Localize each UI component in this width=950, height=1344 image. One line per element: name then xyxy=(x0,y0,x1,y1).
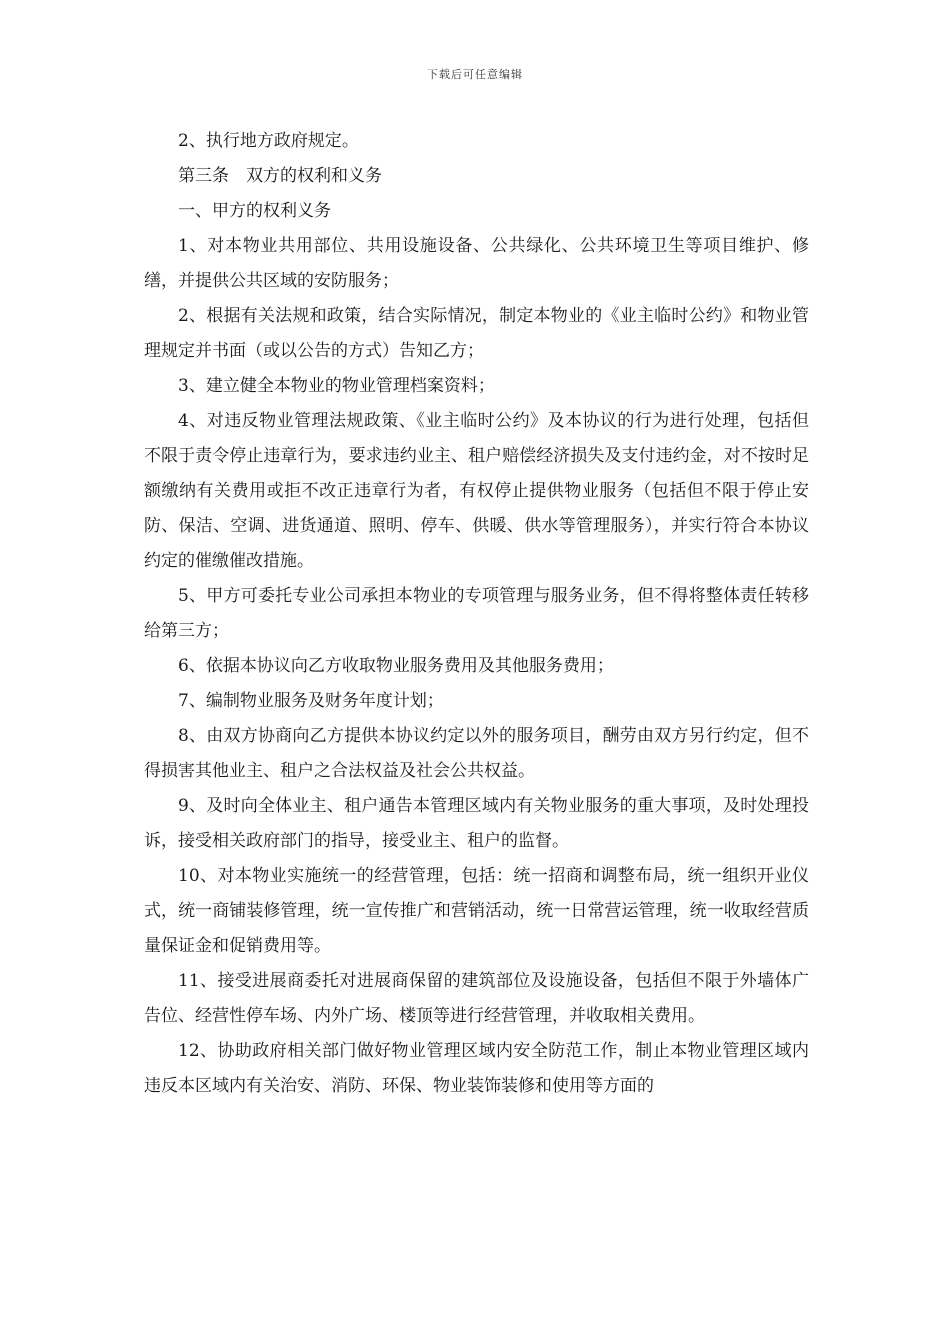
paragraph-item-2: 2、根据有关法规和政策，结合实际情况，制定本物业的《业主临时公约》和物业管理规定并书面（或以公告的方式）告知乙方； xyxy=(144,306,809,361)
paragraph-item-3: 3、建立健全本物业的物业管理档案资料； xyxy=(178,376,495,396)
page-header-note: 下载后可任意编辑 xyxy=(427,68,523,81)
paragraph-clause-2: 2、执行地方政府规定。 xyxy=(178,131,359,151)
paragraph-item-8: 8、由双方协商向乙方提供本协议约定以外的服务项目，酬劳由双方另行约定，但不得损害其他业主、租户之合法权益及社会公共权益。 xyxy=(144,726,809,781)
document-body xyxy=(144,124,809,1104)
article-three-heading: 第三条 双方的权利和义务 xyxy=(178,166,382,186)
section-party-a-heading: 一、甲方的权利义务 xyxy=(178,201,331,221)
paragraph-item-6: 6、依据本协议向乙方收取物业服务费用及其他服务费用； xyxy=(178,656,614,676)
paragraph-item-10: 10、对本物业实施统一的经营管理，包括：统一招商和调整布局，统一组织开业仪式，统一商铺装修管理，统一宣传推广和营销活动，统一日常营运管理，统一收取经营质量保证金和促销费用等。 xyxy=(144,866,809,956)
paragraph-item-12: 12、协助政府相关部门做好物业管理区域内安全防范工作，制止本物业管理区域内违反本区域内有关治安、消防、环保、物业装饰装修和使用等方面的 xyxy=(144,1041,809,1096)
paragraph-item-1: 1、对本物业共用部位、共用设施设备、公共绿化、公共环境卫生等项目维护、修缮，并提供公共区域的安防服务； xyxy=(144,236,809,291)
paragraph-item-11: 11、接受进展商委托对进展商保留的建筑部位及设施设备，包括但不限于外墙体广告位、经营性停车场、内外广场、楼顶等进行经营管理，并收取相关费用。 xyxy=(144,971,809,1026)
paragraph-item-9: 9、及时向全体业主、租户通告本管理区域内有关物业服务的重大事项，及时处理投诉，接受相关政府部门的指导，接受业主、租户的监督。 xyxy=(144,796,809,851)
paragraph-item-5: 5、甲方可委托专业公司承担本物业的专项管理与服务业务，但不得将整体责任转移给第三方； xyxy=(144,586,809,641)
paragraph-item-7: 7、编制物业服务及财务年度计划； xyxy=(178,691,444,711)
paragraph-item-4: 4、对违反物业管理法规政策、《业主临时公约》及本协议的行为进行处理，包括但不限于责令停止违章行为，要求违约业主、租户赔偿经济损失及支付违约金，对不按时足额缴纳有关费用或拒不改正违章行为者，有权停止提供物业服务（包括但不限于停止安防、保洁、空调、进货通道、照明、停车、供暖、供水等管理服务），并实行符合本协议约定的催缴催改措施。 xyxy=(144,411,809,571)
